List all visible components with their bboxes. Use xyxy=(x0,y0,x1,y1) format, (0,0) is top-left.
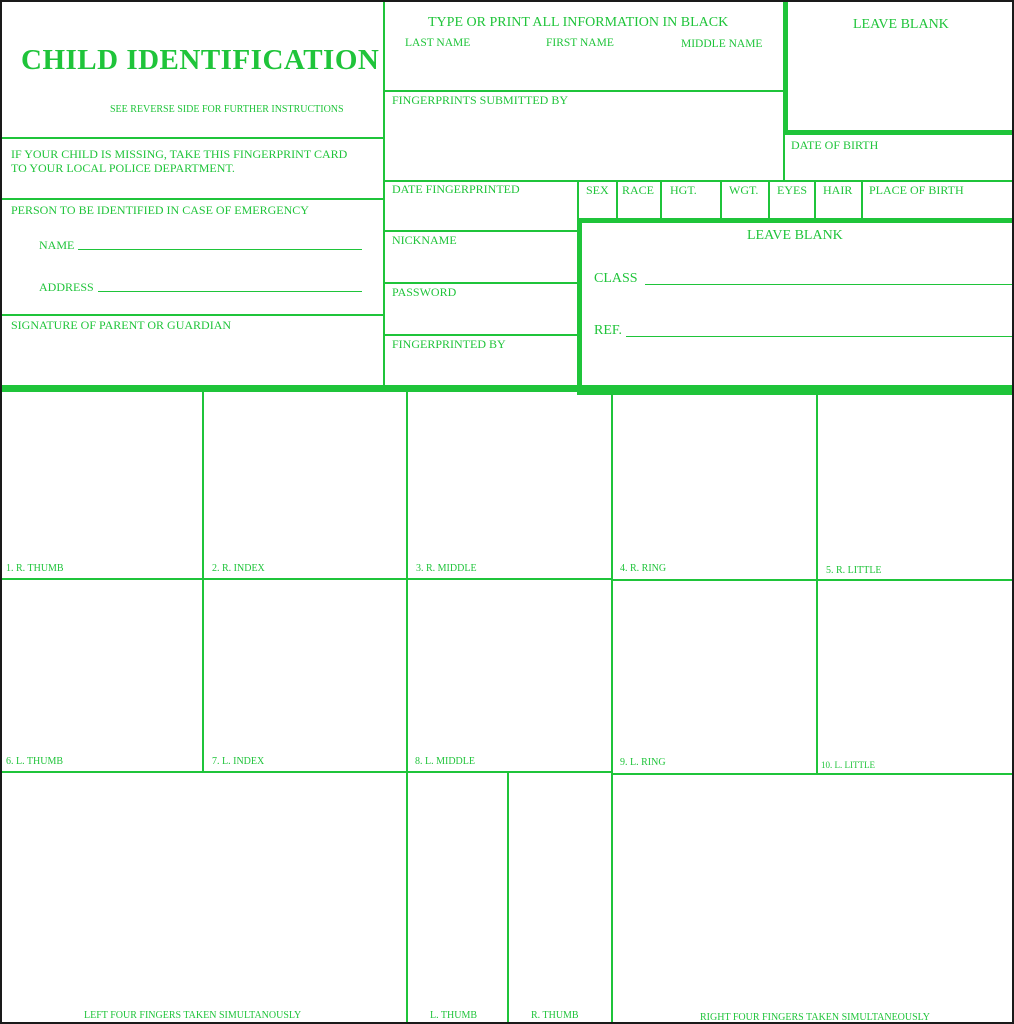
right-four-label: RIGHT FOUR FINGERS TAKEN SIMULTANEOUSLY xyxy=(700,1012,931,1023)
grid-line xyxy=(612,579,1014,581)
l-thumb-label: L. THUMB xyxy=(430,1010,478,1021)
divider xyxy=(2,314,383,316)
race-field[interactable] xyxy=(618,198,659,216)
leave-blank-mid-label: LEAVE BLANK xyxy=(747,228,843,243)
fingerprint-box-r-thumb[interactable] xyxy=(2,392,203,578)
grid-line xyxy=(202,392,204,772)
ref-label: REF. xyxy=(594,323,623,338)
r-thumb-label: R. THUMB xyxy=(531,1010,579,1021)
finger-label: 4. R. RING xyxy=(620,563,667,574)
emergency-address-field[interactable] xyxy=(98,278,362,292)
fingerprint-box-l-little[interactable] xyxy=(817,581,1014,774)
submitted-by-label: FINGERPRINTS SUBMITTED BY xyxy=(392,93,569,107)
class-label: CLASS xyxy=(594,271,638,286)
sex-field[interactable] xyxy=(579,198,615,216)
divider xyxy=(383,334,579,336)
hgt-label: HGT. xyxy=(670,183,697,197)
date-fingerprinted-field[interactable] xyxy=(386,198,576,228)
finger-label: 9. L. RING xyxy=(620,757,666,768)
first-name-label: FIRST NAME xyxy=(546,37,614,49)
wgt-field[interactable] xyxy=(722,198,767,216)
eyes-label: EYES xyxy=(777,183,807,197)
grid-line xyxy=(2,771,612,773)
finger-label: 3. R. MIDDLE xyxy=(416,563,477,574)
password-label: PASSWORD xyxy=(392,285,457,299)
ref-field[interactable] xyxy=(626,322,1013,337)
fingerprint-box-l-thumb[interactable] xyxy=(2,579,203,771)
eyes-field[interactable] xyxy=(770,198,813,216)
fingerprint-box-l-index[interactable] xyxy=(203,579,407,771)
fingerprinted-by-label: FINGERPRINTED BY xyxy=(392,337,506,351)
middle-name-label: MIDDLE NAME xyxy=(681,38,763,50)
wgt-label: WGT. xyxy=(729,183,759,197)
name-label: NAME xyxy=(39,238,75,252)
section-separator xyxy=(2,385,1014,392)
grid-line xyxy=(507,772,509,1024)
leave-blank-box-mid xyxy=(577,218,1014,395)
leave-blank-top-label: LEAVE BLANK xyxy=(853,17,949,32)
fingerprint-box-r-index[interactable] xyxy=(203,392,407,578)
left-four-fingers-box[interactable] xyxy=(2,772,407,1024)
grid-line xyxy=(612,773,1014,775)
hgt-field[interactable] xyxy=(662,198,719,216)
missing-notice-line1: IF YOUR CHILD IS MISSING, TAKE THIS FINGERPRINT CARD xyxy=(11,147,348,161)
nickname-label: NICKNAME xyxy=(392,233,457,247)
finger-label: 7. L. INDEX xyxy=(212,756,265,767)
hair-label: HAIR xyxy=(823,183,853,197)
divider xyxy=(383,282,579,284)
left-four-label: LEFT FOUR FINGERS TAKEN SIMULTANOUSLY xyxy=(84,1010,302,1021)
fingerprint-box-l-ring[interactable] xyxy=(612,579,817,772)
grid-line xyxy=(816,392,818,774)
address-label: ADDRESS xyxy=(39,280,94,294)
divider xyxy=(2,198,383,200)
sex-label: SEX xyxy=(586,183,609,197)
full-name-field[interactable] xyxy=(386,54,782,88)
class-field[interactable] xyxy=(645,270,1013,285)
date-of-birth-label: DATE OF BIRTH xyxy=(791,138,879,152)
hair-field[interactable] xyxy=(816,198,860,216)
form-title: CHILD IDENTIFICATION xyxy=(21,44,380,76)
fingerprint-box-r-middle[interactable] xyxy=(407,392,612,578)
finger-label: 5. R. LITTLE xyxy=(826,565,882,576)
finger-label: 2. R. INDEX xyxy=(212,563,265,574)
nickname-field[interactable] xyxy=(386,248,576,280)
grid-line xyxy=(2,578,612,580)
fingerprinted-by-field[interactable] xyxy=(386,352,576,384)
fingerprint-box-r-little[interactable] xyxy=(817,392,1014,580)
race-label: RACE xyxy=(622,183,655,197)
finger-label: 10. L. LITTLE xyxy=(821,760,875,770)
emergency-name-field[interactable] xyxy=(78,236,362,250)
right-thumb-box[interactable] xyxy=(507,772,611,1024)
password-field[interactable] xyxy=(386,300,576,332)
place-of-birth-field[interactable] xyxy=(863,198,1013,216)
right-four-fingers-box[interactable] xyxy=(611,774,1014,1024)
divider xyxy=(383,2,385,386)
emergency-heading: PERSON TO BE IDENTIFIED IN CASE OF EMERGENCY xyxy=(11,203,309,217)
type-instruction: TYPE OR PRINT ALL INFORMATION IN BLACK xyxy=(428,15,729,30)
divider xyxy=(783,135,785,181)
place-of-birth-label: PLACE OF BIRTH xyxy=(869,183,964,197)
date-fingerprinted-label: DATE FINGERPRINTED xyxy=(392,182,520,196)
divider xyxy=(2,137,383,139)
grid-line xyxy=(611,392,613,1024)
last-name-label: LAST NAME xyxy=(405,37,471,49)
signature-field[interactable] xyxy=(4,334,382,384)
signature-label: SIGNATURE OF PARENT OR GUARDIAN xyxy=(11,318,232,332)
finger-label: 6. L. THUMB xyxy=(6,756,64,767)
grid-line xyxy=(406,392,408,1024)
fingerprint-box-r-ring[interactable] xyxy=(612,392,817,578)
fingerprint-box-l-middle[interactable] xyxy=(407,579,612,771)
date-of-birth-field[interactable] xyxy=(786,153,1012,179)
left-thumb-box[interactable] xyxy=(407,772,507,1024)
divider xyxy=(383,90,785,92)
submitted-by-field[interactable] xyxy=(386,109,782,179)
divider xyxy=(383,230,579,232)
missing-notice-line2: TO YOUR LOCAL POLICE DEPARTMENT. xyxy=(11,161,235,175)
finger-label: 1. R. THUMB xyxy=(6,563,64,574)
finger-label: 8. L. MIDDLE xyxy=(415,756,475,767)
see-reverse-note: SEE REVERSE SIDE FOR FURTHER INSTRUCTIONS xyxy=(110,104,344,115)
